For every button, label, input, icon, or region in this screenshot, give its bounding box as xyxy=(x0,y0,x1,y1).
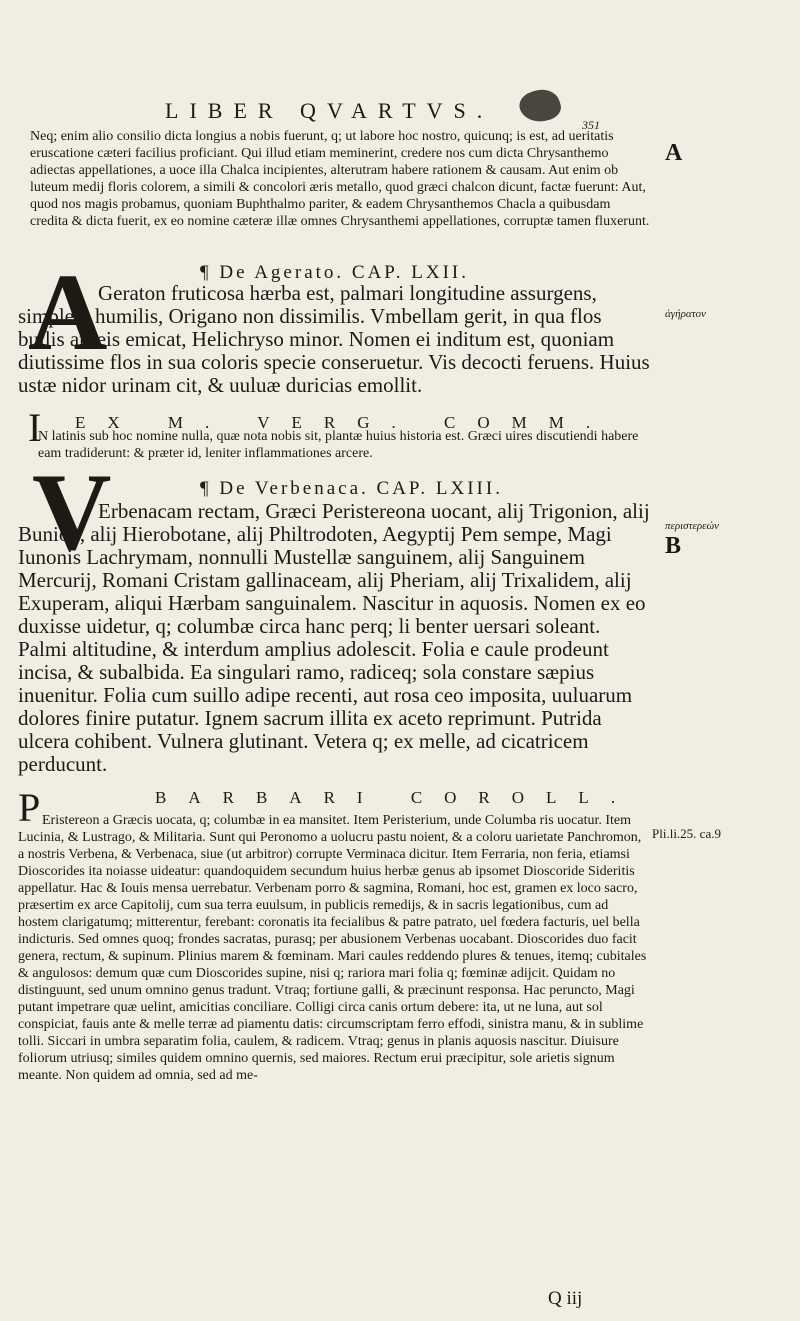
intro-paragraph: Neq; enim alio consilio dicta longius a nobis fuerunt, q; ut labore hoc nostro, quicunq; is est, ad ueritatis eruscatione cæteri facilius proficiant. Qui illud etiam meminerint, credere nos cum dicta Chrysanthemo adiectas appellationes, a uoce illa Chalca incipientes, alterutram habere rationem & causam. Aut enim ob luteum medij floris colorem, a simili & concolori æris metallo, quod græci chalcon dicunt, factæ fuerunt: Aut, quod nos magis probamus, quoniam Buphthalmo pariter, & eadem Chrysanthemos Chacla a quibusdam credita & dicta fuerit, ex eo nomine cæteræ illæ omnes Chrysanthemi appellationes, corruptæ tamen fluxerunt. xyxy=(30,129,650,229)
commentary-text: N latinis sub hoc nomine nulla, quæ nota nobis sit, plantæ huius historia est. Græci uires discutiendi habere eam tradiderunt: & præter id, leniter inflammationes arcere. xyxy=(38,429,639,461)
corollary-heading: BARBARI COROLL. xyxy=(155,788,638,807)
commentary-heading: EX M. VERG. COMM. xyxy=(75,413,613,432)
ink-blot xyxy=(516,85,564,128)
chapter-heading-verbenaca: ¶ De Verbenaca. CAP. LXIII. xyxy=(200,478,503,499)
margin-letter-a: A xyxy=(665,140,683,166)
running-head: LIBER QVARTVS. xyxy=(165,98,494,123)
folio-number: 351 xyxy=(582,118,600,132)
corollary-text: Eristereon a Græcis uocata, q; columbæ in ea mansitet. Item Peristerium, unde Columba ris uocatur. Item Lucinia, & Lustrago, & Militaria. Sunt qui Peronomo a uolucru pastu noient, & a coloru uarietate Panchromon, a nostris Verbena, & Verbenaca, siue (ut arbitror) corrupte Verminaca dicitur. Item Ferraria, non feria, etiamsi Dioscorides ita noiasse uideatur: quandoquidem secundum huius herbæ genus ab ipsomet Dioscoride Sideritis appellatur. Hac & Iouis mensa uerrebatur. Verbenam porro & sagmina, Romani, hoc est, gramen ex loco sacro, præsertim ex arce Capitolij, cum sua terra euulsum, in publicis remedijs, & in sacris legationibus, cum ad hostem clarigatumq; mitterentur, ferebant: coronatis ita fecialibus & patre patrato, uel fœdera facturis, uel bella indicturis. Sed omnes quoq; frondes sacratas, purasq; per abusionem Verbenas uocabant. Dioscorides duo facit genera, rectum, & supinum. Plinius marem & fœminam. Mari caules reddendo plures & tenues, itemq; cubitales & angulosos: demum quæ cum Dioscorides supine, nisi q; rariora mari folia q; fœminæ adijcit. Quidam no distinguunt, sed unum omnino genus tradunt. Vtraq; fortiune galli, & præcinunt responsa. Hac peruncto, Magi putant impetrare quæ uelint, amicitias conciliare. Colligi circa canis ortum debere: ita, ut ne luna, aut sol conspiciat, fauis ante & melle terræ ad piamentu datis: circumscriptam ferro effodi, sinistra manu, & in sublime tolli. Siccari in umbra separatim folia, caulem, & radicem. Vtraq; genus in planis aquosis nascitur. Diuisure foliorum utriusq; similes quidem omnino quernis, sed maiores. Rectum erui præcipitur, sole arietis signum meante. Non quidem ad omnia, sed ad me- xyxy=(18,813,647,1083)
margin-letter-b: B xyxy=(665,533,682,559)
drop-cap-v: V xyxy=(32,451,112,573)
margin-note-pliny: Pli.li.25. ca.9 xyxy=(652,826,721,841)
drop-cap-i: I xyxy=(28,405,42,450)
margin-greek-peristereon: περιστερεών xyxy=(665,520,720,532)
chapter-heading-ageratum: ¶ De Agerato. CAP. LXII. xyxy=(200,262,469,283)
catchword: Q iij xyxy=(548,1288,583,1309)
drop-cap-a: A xyxy=(28,251,108,373)
margin-greek-ageraton: ἀγήρατον xyxy=(665,308,706,320)
chapter-text-verbenaca: Erbenacam rectam, Græci Peristereona uocant, alij Trigonion, alij Bunion, alij Hierobotane, alij Philtrodoten, Aegyptij Pem sempe, Magi Iunonis Lachrymam, nonnulli Mustellæ sanguinem, alij Sanguinem Mercurij, Romani Cristam gallinaceam, alij Pheriam, alij Trixalidem, alij Exuperam, aliqui Hærbam sanguinalem. Nascitur in aquosis. Nomen ex eo duxisse uidetur, q; columbæ circa hanc perq; li benter uersari soleant. Palmi altitudine, & interdum amplius adolescit. Folia e caule prodeunt incisa, & subalbida. Ea singulari ramo, radiceq; sola constare sæpius inuenitur. Folia cum suillo adipe recenti, aut rosa ceo imposita, uuluarum dolores finire putatur. Ignem sacrum illita ex aceto reprimunt. Putrida ulcera cohibent. Vulnera glutinant. Vetera q; ex melle, ad cicatricem perducunt. xyxy=(18,499,650,776)
drop-cap-p: P xyxy=(18,785,41,830)
chapter-text-ageratum: Geraton fruticosa hærba est, palmari longitudine assurgens, simplex, humilis, Origano non dissimilis. Vmbellam gerit, in qua flos bullis aureis emicat, Helichryso minor. Nomen ei inditum est, quoniam diutissime flos in sua coloris specie conseruetur. Vis decocti feruens. Huius ustæ nidor urinam cit, & uuluæ duricias emollit. xyxy=(18,281,650,397)
